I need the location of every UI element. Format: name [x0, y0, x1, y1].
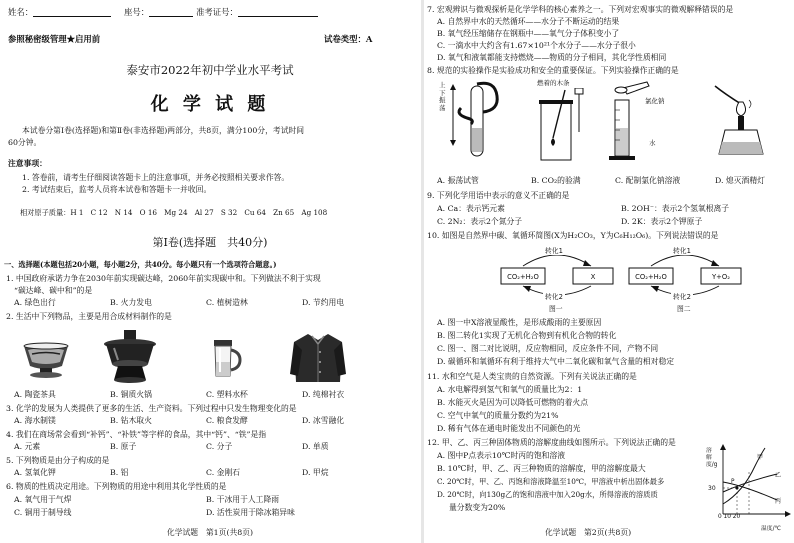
q8-stem: 8. 规范的实验操作是实验成功和安全的重要保证。下列实验操作正确的是	[427, 66, 679, 75]
volume-title: 第Ⅰ卷(选择题 共40分)	[152, 236, 268, 249]
point-p	[736, 487, 739, 490]
q2-option-c: C. 塑料水杯	[206, 390, 248, 399]
q1-stem-a: 1. 中国政府承诺力争在2030年前实现碳达峰，2060年前实现碳中和。下列做法不利于实现	[6, 274, 321, 283]
name-field: 姓名：	[8, 7, 111, 17]
graph-y-tick-30: 30	[708, 485, 716, 492]
q6-option-a: A. 氧气用于气焊	[14, 495, 72, 504]
graph-x-ticks: 0 10 20	[718, 514, 741, 520]
q12-option-a: A. 图中P点表示10℃时丙的饱和溶液	[437, 451, 566, 460]
q6-stem: 6. 物质的性质决定用途。下列物质的用途中利用其化学性质的是	[6, 482, 227, 491]
q12-stem: 12. 甲、乙、丙三种固体物质的溶解度曲线如图所示。下列说法正确的是	[427, 438, 676, 447]
solubility-graph	[715, 442, 793, 524]
q4-stem: 4. 我们在商场常会看到“补钙”、“补铁”等字样的食品，其中“钙”、“铁”是指	[6, 430, 267, 439]
q3-stem: 3. 化学的发展为人类提供了更多的生活、生产资料。下列过程中只发生物理变化的是	[6, 404, 297, 413]
seat-field: 座号：	[124, 7, 193, 17]
intro-line-1: 本试卷分第Ⅰ卷(选择题)和第Ⅱ卷(非选择题)两部分，共8页，满分100分，考试时间	[22, 126, 305, 135]
q12-option-b: B. 10℃时，甲、乙、丙三种物质的溶解度，甲的溶解度最大	[437, 464, 646, 473]
q10-option-a: A. 图一中X溶液显酸性，是形成酸雨的主要原因	[437, 318, 602, 327]
q7-option-b: B. 氧气经压缩储存在钢瓶中——氧气分子体积变小了	[437, 29, 620, 38]
seat-blank	[149, 8, 193, 17]
q11-option-c: C. 空气中氧气的质量分数约为21%	[437, 411, 559, 420]
q10-option-c: C. 图一、图二对比说明，反应物相同，反应条件不同，产物不同	[437, 344, 659, 353]
alcohol-lamp-apparatus	[713, 80, 777, 166]
copper-hotpot-image	[100, 328, 160, 384]
fig1-caption: 图一	[549, 305, 563, 313]
nacl-solution-apparatus	[605, 80, 653, 166]
q12-option-d-cont: 量分数变为20%	[449, 503, 506, 512]
q4-option-a: A. 元素	[14, 442, 41, 451]
q11-option-d: D. 稀有气体在通电时能发出不同颜色的光	[437, 424, 581, 433]
fig1-box-x: X	[590, 273, 596, 281]
q7-stem: 7. 宏观辨识与微观探析是化学学科的核心素养之一。下列对宏观事实的微观解释错误的是	[427, 5, 734, 14]
q9-option-a: A. Ca：表示钙元素	[437, 204, 505, 213]
ticket-field: 准考证号：	[196, 7, 318, 17]
q5-option-a: A. 氢氧化钾	[14, 468, 56, 477]
subject-title: 化 学 试 题	[150, 94, 270, 115]
q12-option-d: D. 20℃时，向130g乙的饱和溶液中加入20g水，所得溶液的溶质质	[437, 490, 658, 499]
secrecy-label: 参照秘密级管理★启用前	[8, 34, 101, 44]
q5-option-b: B. 铝	[110, 468, 129, 477]
q12-option-c: C. 20℃时，甲、乙、丙饱和溶液降温至10℃，甲溶液中析出固体最多	[437, 477, 665, 486]
series-label-yi: 乙	[775, 472, 782, 479]
page-footer-1: 化学试题 第1页(共8页)	[166, 528, 254, 537]
exam-page-2	[425, 0, 794, 543]
q1-stem-b: “碳达峰、碳中和”的是	[14, 286, 93, 295]
page-footer-2: 化学试题 第2页(共8页)	[545, 528, 632, 537]
q2-stem: 2. 生活中下列物品，主要是用合成材料制作的是	[6, 312, 172, 321]
plastic-cup-image	[206, 336, 246, 382]
q10-stem: 10. 如图是自然界中碳、氧循环简图(X为H₂CO₃，Y为C₆H₁₂O₆)。下列说法错误的是	[427, 231, 719, 240]
q10-option-b: B. 图二转化1实现了无机化合物到有机化合物的转化	[437, 331, 617, 340]
q7-option-a: A. 自然界中水的天然循环——水分子不断运动的结果	[437, 17, 620, 26]
q11-option-a: A. 水电解得到氢气和氧气的质量比为2：1	[437, 385, 583, 394]
q9-option-c: C. 2N₂：表示2个氮分子	[437, 217, 523, 226]
intro-line-2: 60分钟。	[8, 138, 42, 147]
atomic-mass: 相对原子质量：H 1 C 12 N 14 O 16 Mg 24 Al 27 S 32 Cu 64 Zn 65 Ag 108	[20, 208, 328, 217]
q11-option-b: B. 水能灭火是因为可以降低可燃物的着火点	[437, 398, 589, 407]
q8-option-d: D. 熄灭酒精灯	[715, 176, 765, 185]
q3-option-d: D. 冰雪融化	[302, 416, 345, 425]
nacl-label: 氯化钠	[645, 97, 665, 105]
q4-option-d: D. 单质	[302, 442, 329, 451]
fig2-conversion-1: 转化1	[673, 247, 691, 255]
q3-option-b: B. 钻木取火	[110, 416, 152, 425]
q1-option-a: A. 绿色出行	[14, 298, 56, 307]
q2-option-b: B. 铜质火锅	[110, 390, 152, 399]
ceramic-teacup-image	[18, 338, 74, 378]
paper-type: 试卷类型：A	[324, 34, 373, 44]
q10-option-d: D. 碳循环和氧循环有利于维持大气中二氧化碳和氧气含量的相对稳定	[437, 357, 675, 366]
q8-option-a: A. 振荡试管	[437, 176, 479, 185]
q5-stem: 5. 下列物质是由分子构成的是	[6, 456, 110, 465]
q7-option-c: C. 一滴水中大约含有1.67×10²¹个水分子——水分子很小	[437, 41, 636, 50]
fig2-caption: 图二	[677, 305, 691, 313]
water-label: 水	[649, 139, 656, 147]
fig1-conversion-1: 转化1	[545, 247, 563, 255]
q3-option-a: A. 海水制镁	[14, 416, 56, 425]
shake-tube-apparatus	[447, 80, 507, 166]
q4-option-c: C. 分子	[206, 442, 233, 451]
q1-option-c: C. 植树造林	[206, 298, 248, 307]
ticket-blank	[238, 8, 318, 17]
graph-x-label: 温度/℃	[761, 526, 782, 532]
q6-option-b: B. 干冰用于人工降雨	[206, 495, 280, 504]
graph-y-label: 溶解度/g	[706, 448, 718, 468]
section-1-heading: 一、选择题(本题包括20小题，每小题2分，共40分。每小题只有一个选项符合题意。)	[4, 260, 277, 269]
q2-option-d: D. 纯棉衬衣	[302, 390, 345, 399]
q2-option-a: A. 陶瓷茶具	[14, 390, 56, 399]
co2-test-apparatus	[535, 88, 585, 166]
q9-stem: 9. 下列化学用语中表示的意义不正确的是	[427, 191, 570, 200]
q1-option-d: D. 节约用电	[302, 298, 345, 307]
q6-option-d: D. 活性炭用于除冰箱异味	[206, 508, 295, 517]
name-blank	[33, 8, 111, 17]
shake-label: 上下振荡	[439, 81, 446, 112]
series-label-bing: 丙	[775, 498, 782, 505]
notes-title: 注意事项：	[8, 159, 47, 168]
point-p-label: P	[731, 479, 735, 485]
fig2-conversion-2: 转化2	[673, 293, 691, 301]
q7-option-d: D. 氧气和液氧都能支持燃烧——物质的分子相同，其化学性质相同	[437, 53, 667, 62]
q8-option-c: C. 配制氯化钠溶液	[615, 176, 681, 185]
series-label-jia: 甲	[757, 454, 764, 461]
page-fold	[421, 0, 424, 543]
fig1-box-reactants: CO₂+H₂O	[507, 273, 539, 281]
fig2-box-reactants: CO₂+H₂O	[635, 273, 667, 281]
q9-option-d: D. 2K：表示2个钾原子	[621, 217, 703, 226]
q5-option-d: D. 甲烷	[302, 468, 329, 477]
fig1-conversion-2: 转化2	[545, 293, 563, 301]
q1-option-b: B. 火力发电	[110, 298, 152, 307]
note-1: 1. 答卷前，请考生仔细阅读答题卡上的注意事项，并务必按照相关要求作答。	[22, 173, 290, 182]
q5-option-c: C. 金刚石	[206, 468, 241, 477]
q6-option-c: C. 铜用于制导线	[14, 508, 72, 517]
burning-stick-label: 燃着的木条	[537, 79, 570, 87]
q9-option-b: B. 2OH⁻：表示2个氢氧根离子	[621, 204, 730, 213]
q4-option-b: B. 原子	[110, 442, 137, 451]
q3-option-c: C. 粮食发酵	[206, 416, 248, 425]
exam-title: 泰安市2022年初中学业水平考试	[126, 63, 294, 77]
note-2: 2. 考试结束后，监考人员将本试卷和答题卡一并收回。	[22, 185, 212, 194]
fig2-box-products: Y+O₂	[712, 273, 730, 281]
q8-option-b: B. CO₂的验满	[531, 176, 581, 185]
cotton-shirt-image	[290, 330, 346, 386]
q11-stem: 11. 水和空气是人类宝贵的自然资源。下列有关说法正确的是	[427, 372, 637, 381]
